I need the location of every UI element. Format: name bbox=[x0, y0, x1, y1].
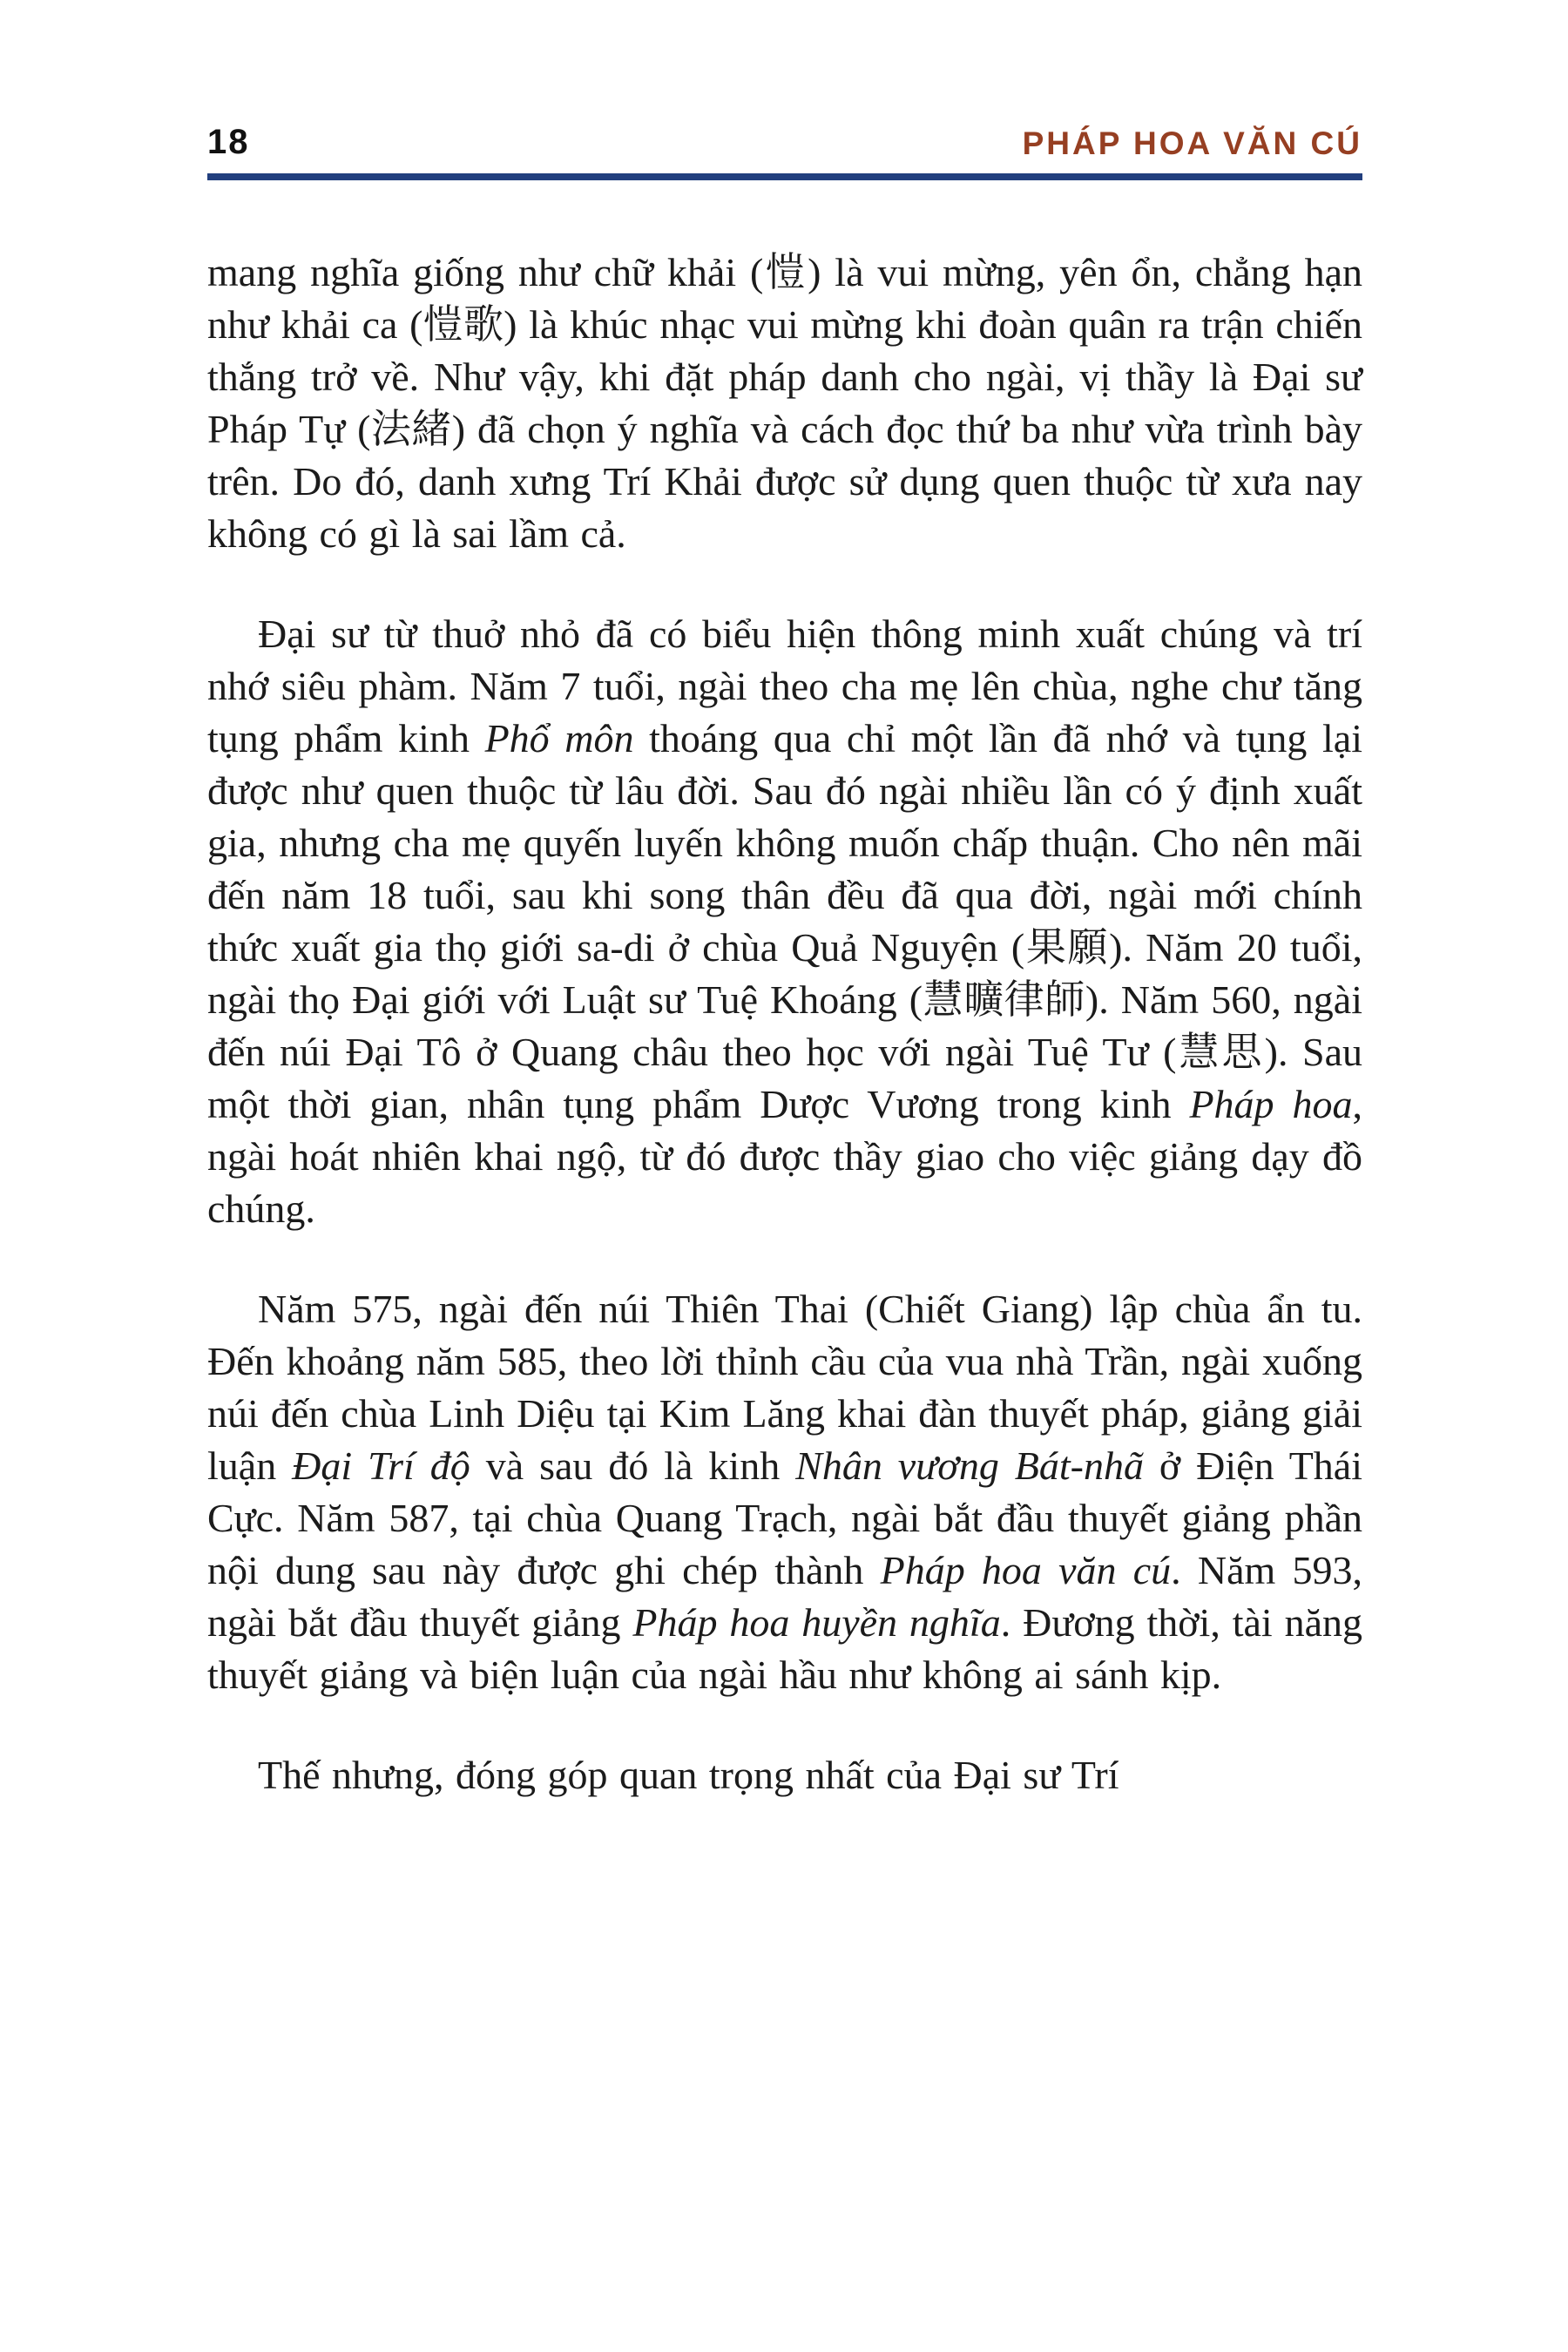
text-run: . Đương thời, tài năng thuyết giảng và biện luận của ngài hầu như không ai sánh kịp. bbox=[207, 1600, 1362, 1697]
page-header bbox=[207, 0, 1362, 180]
running-header-title: PHÁP HOA VĂN CÚ bbox=[1022, 125, 1362, 161]
page-body bbox=[207, 247, 1362, 1801]
italic-text-run: Đại Trí độ bbox=[292, 1443, 470, 1488]
paragraph bbox=[207, 247, 1362, 560]
paragraph bbox=[207, 608, 1362, 1235]
text-run: và sau đó là kinh bbox=[470, 1443, 796, 1488]
text-run: Thế nhưng, đóng góp quan trọng nhất của Đại sư Trí bbox=[258, 1753, 1119, 1797]
text-run: Năm 575, ngài đến núi Thiên Thai (Chiết Giang) lập chùa ẩn tu. Đến khoảng năm 585, theo lời thỉnh cầu của vua nhà Trần, ngài xuống núi đến chùa Linh Diệu tại Kim Lăng khai đàn thuyết pháp, giảng giải luận bbox=[207, 1287, 1362, 1488]
italic-text-run: Pháp hoa huyền nghĩa bbox=[632, 1600, 1001, 1645]
text-run: Đại sư từ thuở nhỏ đã có biểu hiện thông minh xuất chúng và trí nhớ siêu phàm. Năm 7 tuổi, ngài theo cha mẹ lên chùa, nghe chư tăng tụng phẩm kinh bbox=[207, 612, 1362, 760]
text-run: ở Điện Thái Cực. Năm 587, tại chùa Quang Trạch, ngài bắt đầu thuyết giảng phần nội dung sau này được ghi chép thành bbox=[207, 1443, 1363, 1592]
italic-text-run: Pháp hoa văn cú bbox=[880, 1548, 1172, 1592]
text-run: . Năm 593, ngài bắt đầu thuyết giảng bbox=[207, 1548, 1362, 1645]
italic-text-run: Nhân vương Bát-nhã bbox=[795, 1443, 1144, 1488]
text-run: , ngài hoát nhiên khai ngộ, từ đó được thầy giao cho việc giảng dạy đồ chúng. bbox=[207, 1082, 1362, 1231]
italic-text-run: Pháp hoa bbox=[1189, 1082, 1353, 1126]
italic-text-run: Phổ môn bbox=[484, 716, 634, 760]
text-run: thoáng qua chỉ một lần đã nhớ và tụng lại được như quen thuộc từ lâu đời. Sau đó ngài nhiều lần có ý định xuất gia, nhưng cha mẹ quyến luyến không muốn chấp thuận. Cho nên mãi đến năm 18 tuổi, sau khi song thân đều đã qua đời, ngài mới chính thức xuất gia thọ giới sa-di ở chùa Quả Nguyện (果願). Năm 20 tuổi, ngài thọ Đại giới với Luật sư Tuệ Khoáng (慧曠律師). Năm 560, ngài đến núi Đại Tô ở Quang châu theo học với ngài Tuệ Tư (慧思). Sau một thời gian, nhân tụng phẩm Dược Vương trong kinh bbox=[207, 716, 1362, 1126]
paragraph bbox=[207, 1749, 1362, 1801]
text-run: mang nghĩa giống như chữ khải (愷) là vui mừng, yên ổn, chẳng hạn như khải ca (愷歌) là khúc nhạc vui mừng khi đoàn quân ra trận chiến thắng trở về. Như vậy, khi đặt pháp danh cho ngài, vị thầy là Đại sư Pháp Tự (法緒) đã chọn ý nghĩa và cách đọc thứ ba như vừa trình bày trên. Do đó, danh xưng Trí Khải được sử dụng quen thuộc từ xưa nay không có gì là sai lầm cả. bbox=[207, 250, 1362, 556]
paragraph bbox=[207, 1283, 1362, 1701]
book-page bbox=[207, 0, 1362, 1801]
page-number: 18 bbox=[207, 123, 250, 161]
